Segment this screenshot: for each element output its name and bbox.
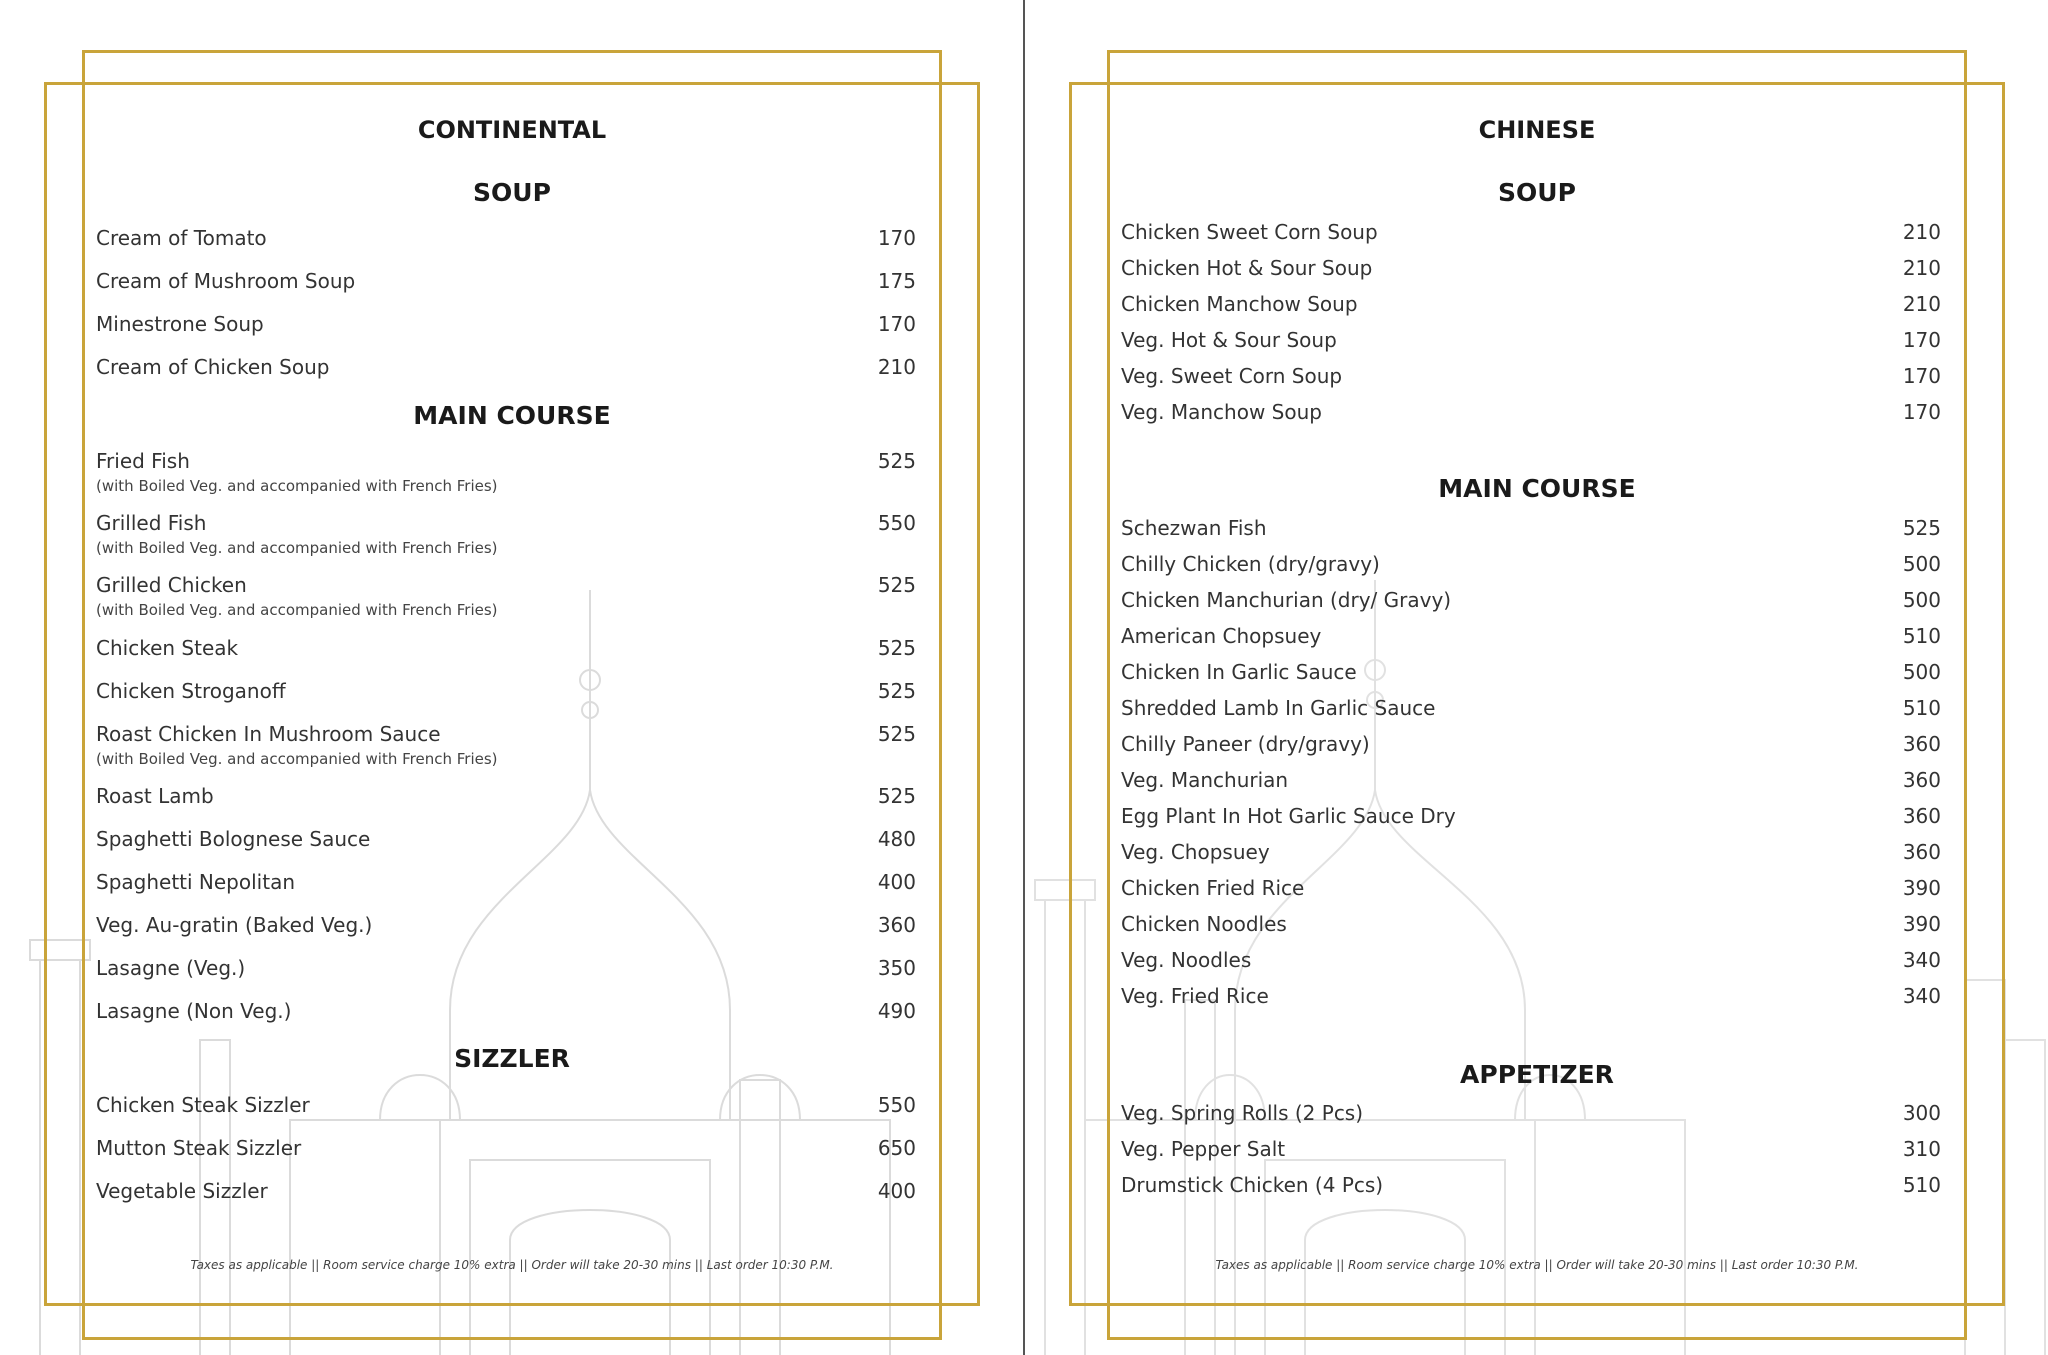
item-note: (with Boiled Veg. and accompanied with French Fries) bbox=[96, 477, 498, 495]
item-price: 525 bbox=[877, 679, 916, 703]
item-price: 310 bbox=[1902, 1137, 1941, 1161]
item-name: Veg. Spring Rolls (2 Pcs) bbox=[1121, 1101, 1364, 1125]
item-price: 500 bbox=[1902, 588, 1941, 612]
item-name: Grilled Fish bbox=[96, 511, 207, 535]
item-price: 210 bbox=[1902, 256, 1941, 280]
item-name: Cream of Mushroom Soup bbox=[96, 269, 356, 293]
item-name: Chicken Steak bbox=[96, 636, 239, 660]
item-price: 360 bbox=[1902, 804, 1941, 828]
item-price: 525 bbox=[1902, 516, 1941, 540]
item-name: Minestrone Soup bbox=[96, 312, 264, 336]
item-name: Veg. Au-gratin (Baked Veg.) bbox=[96, 913, 373, 937]
menu-item bbox=[96, 449, 916, 509]
item-price: 400 bbox=[877, 870, 916, 894]
item-note: (with Boiled Veg. and accompanied with French Fries) bbox=[96, 601, 498, 619]
item-price: 510 bbox=[1902, 624, 1941, 648]
item-name: Veg. Pepper Salt bbox=[1121, 1137, 1286, 1161]
item-price: 340 bbox=[1902, 948, 1941, 972]
item-name: Lasagne (Veg.) bbox=[96, 956, 246, 980]
item-name: Schezwan Fish bbox=[1121, 516, 1267, 540]
item-price: 500 bbox=[1902, 552, 1941, 576]
menu-page-chinese bbox=[1025, 0, 2048, 1355]
item-name: Chicken Sweet Corn Soup bbox=[1121, 220, 1378, 244]
item-name: Chicken Noodles bbox=[1121, 912, 1287, 936]
item-price: 480 bbox=[877, 827, 916, 851]
section-title-main-course: MAIN COURSE bbox=[413, 401, 611, 430]
item-price: 525 bbox=[877, 449, 916, 473]
item-price: 490 bbox=[877, 999, 916, 1023]
item-name: Veg. Chopsuey bbox=[1121, 840, 1270, 864]
menu-item bbox=[96, 1179, 916, 1239]
item-name: Veg. Fried Rice bbox=[1121, 984, 1269, 1008]
item-name: Spaghetti Bolognese Sauce bbox=[96, 827, 371, 851]
menu-item bbox=[96, 573, 916, 633]
item-note: (with Boiled Veg. and accompanied with French Fries) bbox=[96, 539, 498, 557]
item-price: 650 bbox=[877, 1136, 916, 1160]
item-price: 550 bbox=[877, 511, 916, 535]
item-name: Drumstick Chicken (4 Pcs) bbox=[1121, 1173, 1384, 1197]
item-name: Chilly Paneer (dry/gravy) bbox=[1121, 732, 1370, 756]
item-price: 170 bbox=[877, 226, 916, 250]
item-name: Lasagne (Non Veg.) bbox=[96, 999, 292, 1023]
menu-item bbox=[1121, 400, 1941, 460]
item-name: Mutton Steak Sizzler bbox=[96, 1136, 302, 1160]
item-price: 390 bbox=[1902, 912, 1941, 936]
item-name: Shredded Lamb In Garlic Sauce bbox=[1121, 696, 1436, 720]
item-price: 510 bbox=[1902, 696, 1941, 720]
section-title-soup: SOUP bbox=[473, 178, 551, 207]
item-name: Spaghetti Nepolitan bbox=[96, 870, 296, 894]
item-name: Cream of Chicken Soup bbox=[96, 355, 330, 379]
item-price: 210 bbox=[1902, 220, 1941, 244]
item-price: 175 bbox=[877, 269, 916, 293]
item-price: 170 bbox=[877, 312, 916, 336]
menu-content bbox=[1121, 0, 1941, 1355]
item-price: 210 bbox=[1902, 292, 1941, 316]
item-name: Fried Fish bbox=[96, 449, 190, 473]
item-name: Cream of Tomato bbox=[96, 226, 267, 250]
item-name: Veg. Hot & Sour Soup bbox=[1121, 328, 1337, 352]
section-title-appetizer: APPETIZER bbox=[1460, 1060, 1614, 1089]
item-price: 360 bbox=[1902, 768, 1941, 792]
item-name: Chicken Hot & Sour Soup bbox=[1121, 256, 1373, 280]
item-name: Chicken Fried Rice bbox=[1121, 876, 1305, 900]
item-name: American Chopsuey bbox=[1121, 624, 1322, 648]
item-name: Veg. Manchow Soup bbox=[1121, 400, 1322, 424]
item-price: 360 bbox=[877, 913, 916, 937]
item-name: Chicken Steak Sizzler bbox=[96, 1093, 310, 1117]
item-price: 500 bbox=[1902, 660, 1941, 684]
item-price: 300 bbox=[1902, 1101, 1941, 1125]
item-name: Veg. Manchurian bbox=[1121, 768, 1289, 792]
item-name: Chicken Stroganoff bbox=[96, 679, 286, 703]
item-price: 525 bbox=[877, 784, 916, 808]
item-price: 350 bbox=[877, 956, 916, 980]
item-price: 170 bbox=[1902, 400, 1941, 424]
section-title-soup: SOUP bbox=[1498, 178, 1576, 207]
menu-item bbox=[96, 511, 916, 571]
footer-note: Taxes as applicable || Room service charge 10% extra || Order will take 20-30 mins || Last order 10:30 P.M. bbox=[1215, 1258, 1859, 1272]
item-price: 550 bbox=[877, 1093, 916, 1117]
item-price: 170 bbox=[1902, 328, 1941, 352]
item-price: 210 bbox=[877, 355, 916, 379]
menu-content bbox=[96, 0, 916, 1355]
item-name: Vegetable Sizzler bbox=[96, 1179, 268, 1203]
cuisine-title: CONTINENTAL bbox=[417, 116, 607, 144]
item-price: 510 bbox=[1902, 1173, 1941, 1197]
item-name: Veg. Noodles bbox=[1121, 948, 1252, 972]
item-name: Chilly Chicken (dry/gravy) bbox=[1121, 552, 1380, 576]
footer-note: Taxes as applicable || Room service charge 10% extra || Order will take 20-30 mins || Last order 10:30 P.M. bbox=[190, 1258, 834, 1272]
cuisine-title: CHINESE bbox=[1478, 116, 1596, 144]
section-title-main-course: MAIN COURSE bbox=[1438, 474, 1636, 503]
menu-item bbox=[96, 722, 916, 782]
item-name: Egg Plant In Hot Garlic Sauce Dry bbox=[1121, 804, 1456, 828]
menu-item bbox=[1121, 1173, 1941, 1233]
item-name: Chicken In Garlic Sauce bbox=[1121, 660, 1357, 684]
item-price: 360 bbox=[1902, 732, 1941, 756]
item-name: Chicken Manchurian (dry/ Gravy) bbox=[1121, 588, 1452, 612]
item-name: Veg. Sweet Corn Soup bbox=[1121, 364, 1343, 388]
item-name: Roast Chicken In Mushroom Sauce bbox=[96, 722, 441, 746]
section-title-sizzler: SIZZLER bbox=[454, 1044, 570, 1073]
item-note: (with Boiled Veg. and accompanied with French Fries) bbox=[96, 750, 498, 768]
item-name: Chicken Manchow Soup bbox=[1121, 292, 1358, 316]
item-price: 525 bbox=[877, 722, 916, 746]
item-name: Roast Lamb bbox=[96, 784, 214, 808]
item-price: 360 bbox=[1902, 840, 1941, 864]
item-name: Grilled Chicken bbox=[96, 573, 247, 597]
item-price: 390 bbox=[1902, 876, 1941, 900]
item-price: 400 bbox=[877, 1179, 916, 1203]
item-price: 525 bbox=[877, 573, 916, 597]
item-price: 170 bbox=[1902, 364, 1941, 388]
item-price: 525 bbox=[877, 636, 916, 660]
item-price: 340 bbox=[1902, 984, 1941, 1008]
menu-item bbox=[1121, 984, 1941, 1044]
